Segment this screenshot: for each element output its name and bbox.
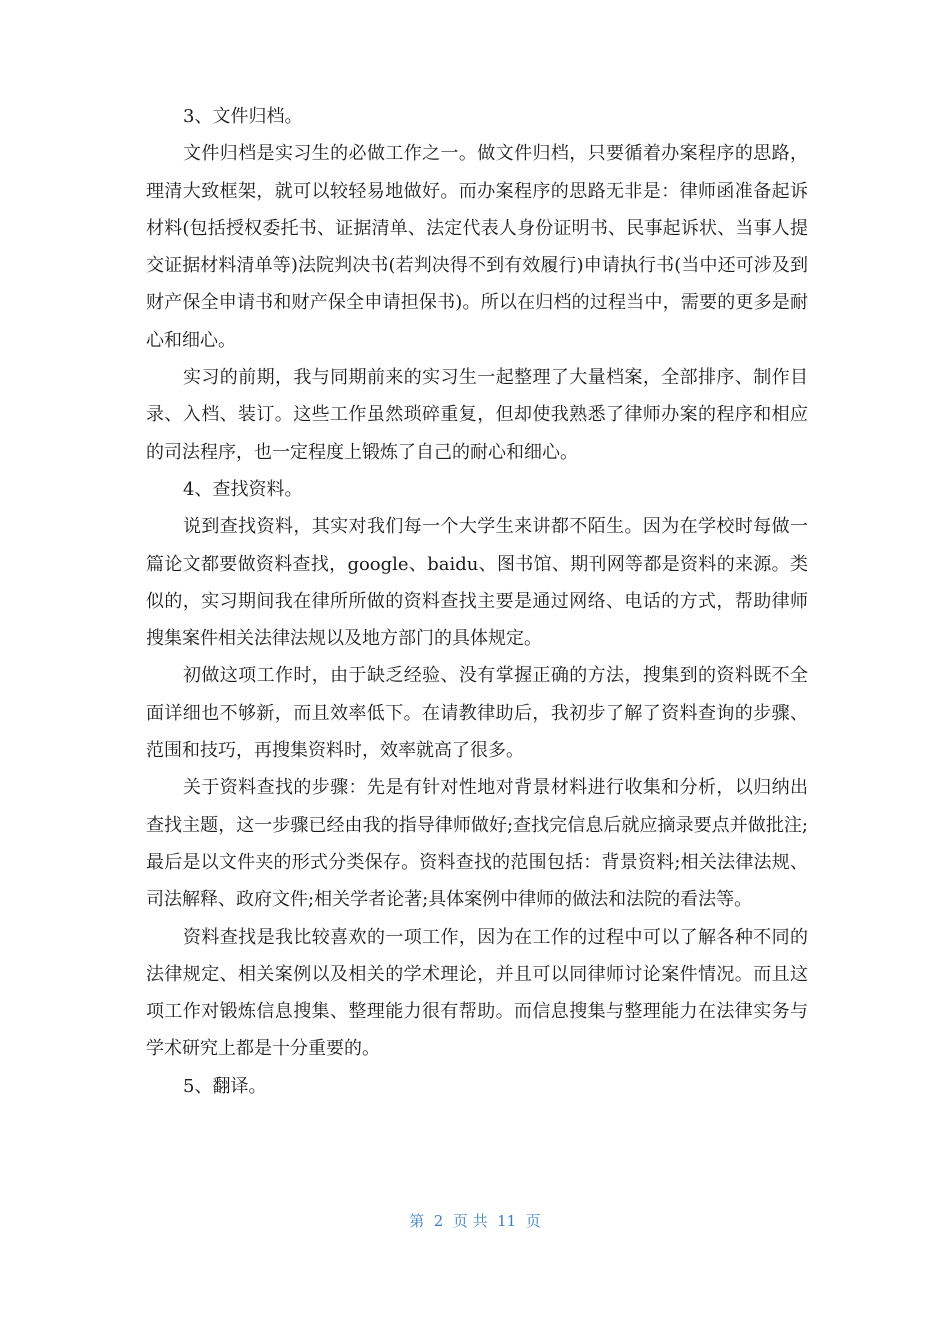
section-heading-translation: 5、翻译。 [183, 1075, 267, 1097]
paragraph-research-intro: 说到查找资料，其实对我们每一个大学生来讲都不陌生。因为在学校时每做一篇论文都要做资料查找，google、baidu、图书馆、期刊网等都是资料的来源。类似的，实习期间我在律所所做的资料查找主要是通过网络、电话的方式，帮助律师搜集案件相关法律法规以及地方部门的具体规定。 [146, 516, 808, 650]
section-heading-research: 4、查找资料。 [183, 478, 303, 500]
section-heading-archiving: 3、文件归档。 [183, 106, 303, 127]
page-number-footer: 第 2 页 共 11 页 [409, 1212, 541, 1230]
document-body [146, 98, 808, 1105]
paragraph-research-value: 资料查找是我比较喜欢的一项工作，因为在工作的过程中可以了解各种不同的法律规定、相关案例以及相关的学术理论，并且可以同律师讨论案件情况。而且这项工作对锻炼信息搜集、整理能力很有帮助。而信息搜集与整理能力在法律实务与学术研究上都是十分重要的。 [146, 926, 808, 1060]
paragraph-research-steps: 关于资料查找的步骤：先是有针对性地对背景材料进行收集和分析，以归纳出查找主题，这一步骤已经由我的指导律师做好;查找完信息后就应摘录要点并做批注;最后是以文件夹的形式分类保存。资料查找的范围包括：背景资料;相关法律法规、司法解释、政府文件;相关学者论著;具体案例中律师的做法和法院的看法等。 [146, 777, 808, 911]
paragraph-research-early: 初做这项工作时，由于缺乏经验、没有掌握正确的方法，搜集到的资料既不全面详细也不够新，而且效率低下。在请教律助后，我初步了解了资料查询的步骤、范围和技巧，再搜集资料时，效率就高了很多。 [146, 665, 808, 762]
paragraph-archiving-experience: 实习的前期，我与同期前来的实习生一起整理了大量档案，全部排序、制作目录、入档、装订。这些工作虽然琐碎重复，但却使我熟悉了律师办案的程序和相应的司法程序，也一定程度上锻炼了自己的耐心和细心。 [146, 367, 808, 463]
paragraph-archiving-description: 文件归档是实习生的必做工作之一。做文件归档，只要循着办案程序的思路，理清大致框架，就可以较轻易地做好。而办案程序的思路无非是：律师函准备起诉材料(包括授权委托书、证据清单、法定代表人身份证明书、民事起诉状、当事人提交证据材料清单等)法院判决书(若判决得不到有效履行)申请执行书(当中还可涉及到财产保全申请书和财产保全申请担保书)。所以在归档的过程当中，需要的更多是耐心和细心。 [146, 143, 808, 351]
